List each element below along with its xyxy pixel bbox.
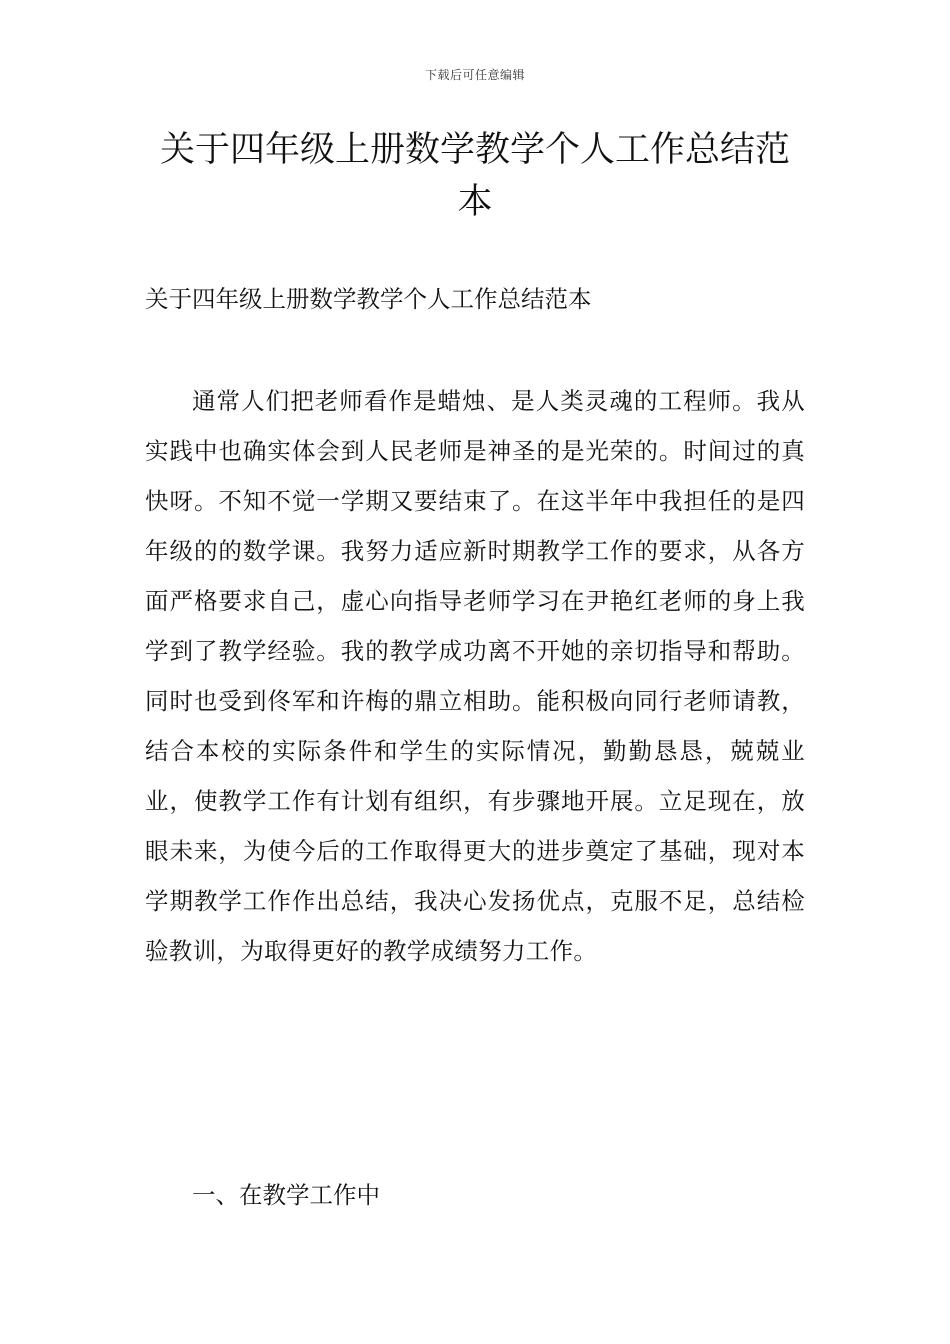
section-heading: 一、在教学工作中 bbox=[192, 1181, 380, 1209]
document-title: 关于四年级上册数学教学个人工作总结范本 bbox=[159, 130, 790, 222]
header-note: 下载后可任意编辑 bbox=[424, 68, 525, 82]
body-paragraph: 通常人们把老师看作是蜡烛、是人类灵魂的工程师。我从实践中也确实体会到人民老师是神圣的是光荣的。时间过的真快呀。不知不觉一学期又要结束了。在这半年中我担任的是四年级的的数学课。我努力适应新时期教学工作的要求，从各方面严格要求自己，虚心向指导老师学习在尹艳红老师的身上我学到了教学经验。我的教学成功离不开她的亲切指导和帮助。同时也受到佟军和许梅的鼎立相助。能积极向同行老师请教，结合本校的实际条件和学生的实际情况，勤勤恳恳，兢兢业业，使教学工作有计划有组织，有步骤地开展。立足现在，放眼未来，为使今后的工作取得更大的进步奠定了基础，现对本学期教学工作作出总结，我决心发扬优点，克服不足，总结检验教训，为取得更好的教学成绩努力工作。 bbox=[145, 387, 805, 965]
document-subtitle: 关于四年级上册数学教学个人工作总结范本 bbox=[145, 285, 592, 313]
